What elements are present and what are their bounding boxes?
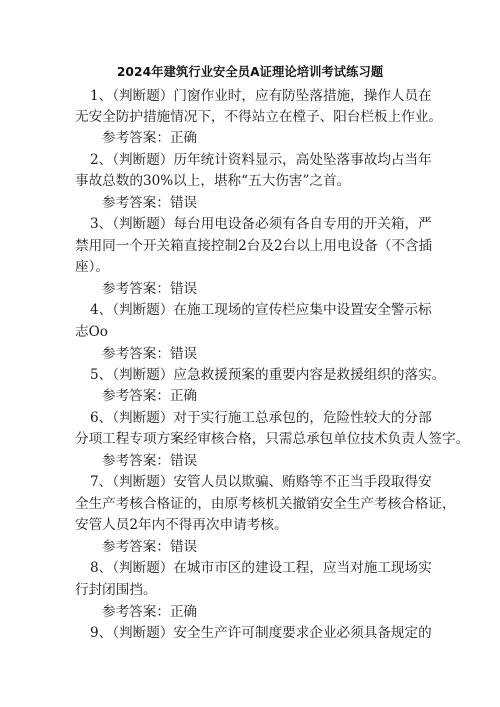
question-2-answer: 参考答案：错误 (102, 195, 198, 211)
question-3-line-1: 3、（判断题）每台用电设备必须有各自专用的开关箱，严 (90, 216, 432, 232)
question-4-answer: 参考答案：错误 (102, 346, 198, 362)
question-2-line-1: 2、（判断题）历年统计资料显示，高处坠落事故均占当年 (90, 152, 432, 168)
question-6-answer: 参考答案：错误 (102, 453, 198, 469)
question-9-line-1: 9、（判断题）安全生产许可制度要求企业必须具备规定的 (90, 625, 432, 641)
question-8-line-2: 行封闭围挡。 (75, 582, 157, 598)
question-5-answer: 参考答案：正确 (102, 388, 198, 404)
question-6-line-2: 分项工程专项方案经审核合格，只需总承包单位技术负责人签字。 (75, 431, 470, 447)
question-8-answer: 参考答案：正确 (102, 604, 198, 620)
question-4-line-1: 4、（判断题）在施工现场的宣传栏应集中设置安全警示标 (90, 302, 432, 318)
question-1-line-1: 1、（判断题）门窗作业时，应有防坠落措施，操作人员在 (90, 88, 432, 104)
document-title: 2024年建筑行业安全员A证理论培训考试练习题 (116, 65, 384, 79)
question-7-line-3: 安管人员2年内不得再次申请考核。 (75, 517, 288, 533)
question-3-line-2: 禁用同一个开关箱直接控制2台及2台以上用电设备（不含插 (75, 238, 433, 254)
question-7-line-2: 全生产考核合格证的，由原考核机关撤销安全生产考核合格证， (75, 496, 456, 512)
question-3-answer: 参考答案：错误 (102, 281, 198, 297)
question-5-line-1: 5、（判断题）应急救援预案的重要内容是救援组织的落实。 (90, 367, 446, 383)
question-6-line-1: 6、（判断题）对于实行施工总承包的，危险性较大的分部 (90, 410, 432, 426)
question-4-line-2: 志Oo (75, 324, 108, 340)
question-2-line-2: 事故总数的30%以上，堪称“五大伤害”之首。 (75, 173, 351, 189)
question-7-line-1: 7、（判断题）安管人员以欺骗、贿赂等不正当手段取得安 (90, 474, 432, 490)
question-8-line-1: 8、（判断题）在城市市区的建设工程，应当对施工现场实 (90, 560, 432, 576)
question-1-line-2: 无安全防护措施情况下，不得站立在樘子、阳台栏板上作业。 (75, 109, 443, 125)
question-7-answer: 参考答案：错误 (102, 539, 198, 555)
question-1-answer: 参考答案：正确 (102, 130, 198, 146)
question-3-line-3: 座）。 (75, 259, 109, 275)
